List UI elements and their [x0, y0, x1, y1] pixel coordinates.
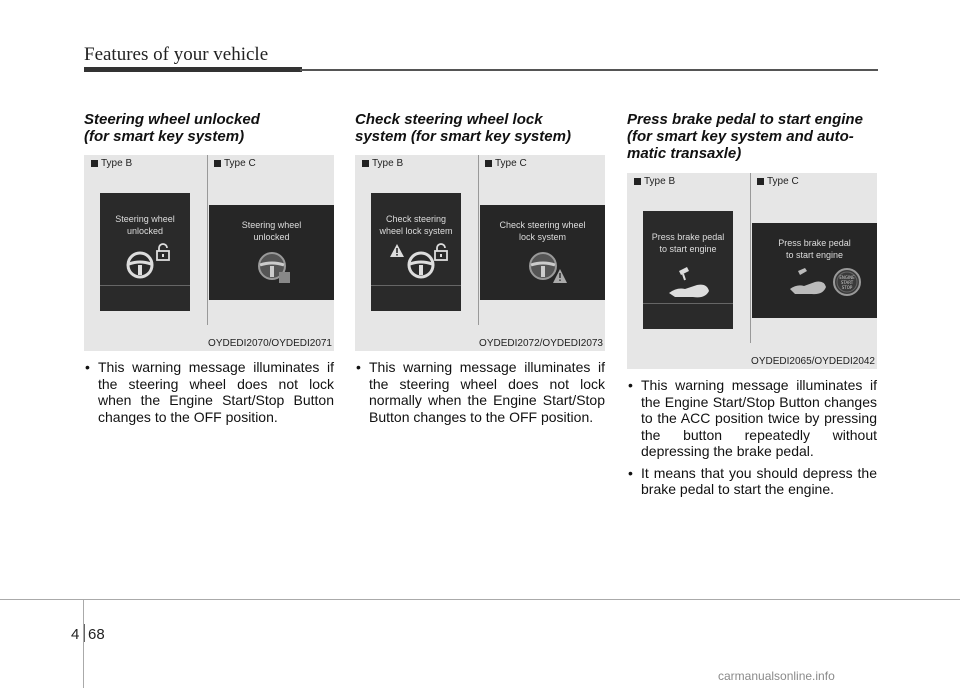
cluster-screen-type-c: [209, 205, 334, 300]
square-bullet-icon: [91, 160, 98, 167]
footer-page-number: 68: [88, 626, 105, 643]
square-bullet-icon: [214, 160, 221, 167]
figure-steering-unlocked: [84, 155, 334, 351]
section-title: Press brake pedal to start engine (for smart key system and auto- matic transaxle): [627, 111, 863, 162]
bullet-item: • It means that you should depress the brake pedal to start the engine.: [627, 465, 877, 498]
screen-divider-line: [643, 303, 733, 304]
figure-divider: [478, 155, 479, 325]
square-bullet-icon: [757, 178, 764, 185]
brake-pedal-icon: [667, 265, 711, 301]
figure-code: OYDEDI2070/OYDEDI2071: [208, 338, 332, 349]
figure-label-type-b: Type B: [362, 158, 403, 169]
figure-label-type-c: Type C: [757, 176, 799, 187]
bullet-item: • This warning message illuminates if the steering wheel does not lock normally when the Engine Start/Stop Button changes to the OFF position.: [355, 359, 605, 425]
footer-tick-line: [83, 600, 84, 688]
cluster-screen-type-c: [480, 205, 605, 300]
section-press-brake-pedal: [627, 111, 877, 503]
screen-message: Press brake pedal to start engine: [778, 238, 851, 260]
screen-message: Check steering wheel lock system: [379, 214, 453, 236]
svg-text:ENGINE: ENGINE: [839, 275, 855, 280]
bullet-item: • This warning message illuminates if the steering wheel does not lock when the Engine Start/Stop Button changes to the OFF position.: [84, 359, 334, 425]
figure-press-brake-pedal: [627, 173, 877, 369]
padlock-icon: [433, 243, 449, 261]
steering-wheel-icon: [528, 251, 568, 285]
svg-text:STOP: STOP: [841, 285, 853, 290]
figure-check-steering-lock: [355, 155, 605, 351]
page-header-title: Features of your vehicle: [84, 44, 269, 65]
cluster-screen-type-b: [100, 193, 190, 311]
bullet-list: [355, 359, 605, 425]
cluster-screen-type-c: [752, 223, 877, 318]
header-rule-thick: [84, 67, 302, 72]
figure-code: OYDEDI2065/OYDEDI2042: [751, 356, 875, 367]
figure-label-type-b: Type B: [91, 158, 132, 169]
screen-message: Check steering wheel lock system: [499, 220, 586, 242]
figure-label-type-c: Type C: [485, 158, 527, 169]
section-steering-wheel-unlocked: [84, 111, 334, 430]
section-title: Steering wheel unlocked (for smart key system): [84, 111, 260, 145]
square-bullet-icon: [362, 160, 369, 167]
header-rule-thin: [300, 69, 878, 71]
screen-divider-line: [100, 285, 190, 286]
figure-label-type-b: Type B: [634, 176, 675, 187]
screen-divider-line: [371, 285, 461, 286]
steering-wheel-icon: [257, 251, 291, 285]
screen-message: Press brake pedal to start engine: [651, 232, 725, 254]
padlock-icon: [155, 243, 171, 261]
footer-chapter-number: 4: [71, 626, 80, 643]
figure-divider: [750, 173, 751, 343]
svg-text:START: START: [840, 280, 854, 285]
figure-divider: [207, 155, 208, 325]
square-bullet-icon: [485, 160, 492, 167]
footer-rule: [0, 599, 960, 600]
bullet-item: • This warning message illuminates if the Engine Start/Stop Button changes to the ACC position twice by pressing the button repeatedly without depressing the brake pedal.: [627, 377, 877, 460]
figure-code: OYDEDI2072/OYDEDI2073: [479, 338, 603, 349]
watermark-text: carmanualsonline.info: [718, 669, 835, 683]
bullet-list: [84, 359, 334, 425]
screen-message: Steering wheel unlocked: [241, 220, 302, 242]
engine-start-button-icon: [832, 267, 862, 297]
figure-label-type-c: Type C: [214, 158, 256, 169]
footer-divider: [84, 624, 85, 642]
section-title: Check steering wheel lock system (for smart key system): [355, 111, 571, 145]
warning-triangle-icon: [389, 243, 405, 258]
square-bullet-icon: [634, 178, 641, 185]
cluster-screen-type-b: [371, 193, 461, 311]
cluster-screen-type-b: [643, 211, 733, 329]
screen-message: Steering wheel unlocked: [115, 214, 175, 236]
brake-pedal-icon: [788, 267, 828, 297]
bullet-list: [627, 377, 877, 498]
section-check-steering-wheel-lock: [355, 111, 605, 430]
